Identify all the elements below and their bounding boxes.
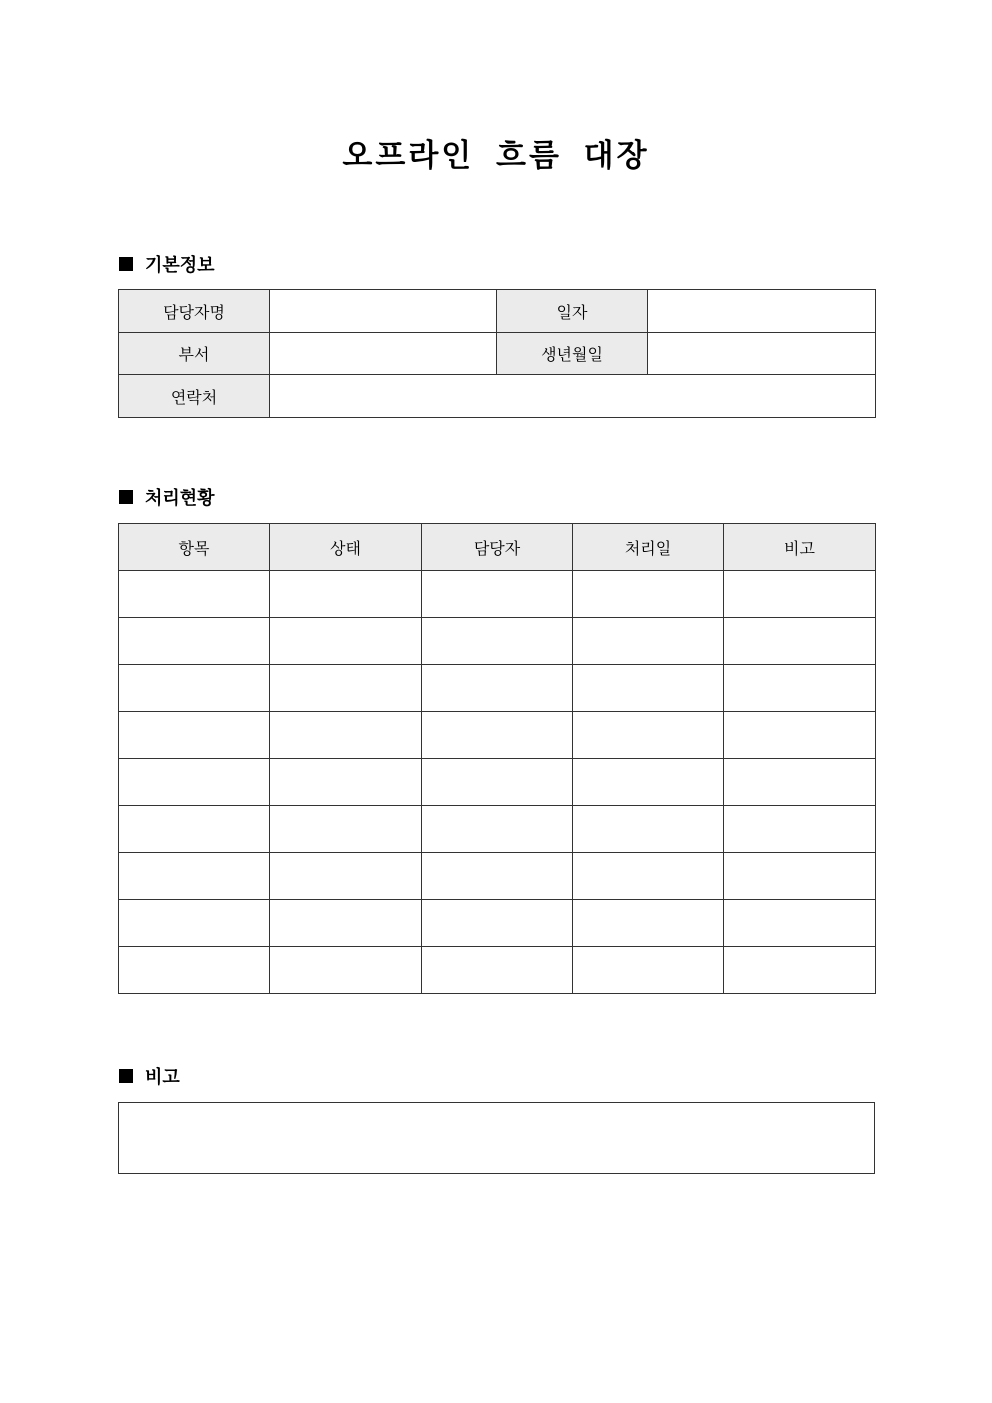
birthdate-label: 생년월일 bbox=[497, 333, 648, 375]
cell-processed-date[interactable] bbox=[573, 618, 724, 665]
cell-item[interactable] bbox=[119, 665, 270, 712]
status-heading bbox=[119, 485, 215, 509]
cell-remarks[interactable] bbox=[724, 900, 876, 947]
table-row bbox=[119, 947, 876, 994]
status-table-body bbox=[119, 571, 876, 994]
basic-info-row bbox=[119, 333, 876, 375]
cell-item[interactable] bbox=[119, 571, 270, 618]
status-header-row bbox=[119, 524, 876, 571]
manager-field[interactable] bbox=[270, 290, 497, 333]
cell-state[interactable] bbox=[270, 947, 422, 994]
cell-assignee[interactable] bbox=[422, 806, 573, 853]
cell-item[interactable] bbox=[119, 806, 270, 853]
cell-assignee[interactable] bbox=[422, 618, 573, 665]
notes-field[interactable] bbox=[118, 1102, 875, 1174]
cell-assignee[interactable] bbox=[422, 947, 573, 994]
table-row bbox=[119, 853, 876, 900]
status-heading-label: 처리현황 bbox=[145, 488, 215, 509]
column-header-state: 상태 bbox=[270, 524, 422, 571]
square-bullet-icon bbox=[119, 257, 133, 271]
square-bullet-icon bbox=[119, 1069, 133, 1083]
cell-remarks[interactable] bbox=[724, 853, 876, 900]
cell-processed-date[interactable] bbox=[573, 665, 724, 712]
column-header-assignee: 담당자 bbox=[422, 524, 573, 571]
table-row bbox=[119, 665, 876, 712]
cell-remarks[interactable] bbox=[724, 712, 876, 759]
department-label: 부서 bbox=[119, 333, 270, 375]
cell-assignee[interactable] bbox=[422, 712, 573, 759]
table-row bbox=[119, 806, 876, 853]
cell-state[interactable] bbox=[270, 853, 422, 900]
basic-info-row bbox=[119, 290, 876, 333]
cell-processed-date[interactable] bbox=[573, 900, 724, 947]
table-row bbox=[119, 571, 876, 618]
cell-assignee[interactable] bbox=[422, 853, 573, 900]
birthdate-field[interactable] bbox=[648, 333, 876, 375]
cell-item[interactable] bbox=[119, 712, 270, 759]
column-header-remarks: 비고 bbox=[724, 524, 876, 571]
cell-assignee[interactable] bbox=[422, 759, 573, 806]
cell-processed-date[interactable] bbox=[573, 759, 724, 806]
notes-heading-label: 비고 bbox=[145, 1067, 180, 1088]
cell-item[interactable] bbox=[119, 853, 270, 900]
status-table bbox=[118, 523, 876, 994]
cell-remarks[interactable] bbox=[724, 759, 876, 806]
cell-assignee[interactable] bbox=[422, 900, 573, 947]
date-label: 일자 bbox=[497, 290, 648, 333]
cell-state[interactable] bbox=[270, 618, 422, 665]
cell-item[interactable] bbox=[119, 618, 270, 665]
cell-remarks[interactable] bbox=[724, 947, 876, 994]
basic-info-heading bbox=[119, 252, 215, 276]
basic-info-heading-label: 기본정보 bbox=[145, 255, 215, 276]
table-row bbox=[119, 900, 876, 947]
cell-processed-date[interactable] bbox=[573, 853, 724, 900]
cell-remarks[interactable] bbox=[724, 571, 876, 618]
cell-state[interactable] bbox=[270, 665, 422, 712]
document-title: 오프라인 흐름 대장 bbox=[342, 138, 650, 174]
basic-info-table bbox=[118, 289, 876, 418]
notes-heading bbox=[119, 1064, 180, 1088]
cell-state[interactable] bbox=[270, 571, 422, 618]
table-row bbox=[119, 618, 876, 665]
department-field[interactable] bbox=[270, 333, 497, 375]
table-row bbox=[119, 759, 876, 806]
cell-assignee[interactable] bbox=[422, 665, 573, 712]
table-row bbox=[119, 712, 876, 759]
cell-remarks[interactable] bbox=[724, 618, 876, 665]
contact-label: 연락처 bbox=[119, 375, 270, 418]
cell-item[interactable] bbox=[119, 900, 270, 947]
cell-assignee[interactable] bbox=[422, 571, 573, 618]
contact-field[interactable] bbox=[270, 375, 876, 418]
column-header-item: 항목 bbox=[119, 524, 270, 571]
cell-item[interactable] bbox=[119, 759, 270, 806]
cell-processed-date[interactable] bbox=[573, 806, 724, 853]
column-header-processed-date: 처리일 bbox=[573, 524, 724, 571]
cell-state[interactable] bbox=[270, 806, 422, 853]
square-bullet-icon bbox=[119, 490, 133, 504]
cell-processed-date[interactable] bbox=[573, 712, 724, 759]
cell-remarks[interactable] bbox=[724, 806, 876, 853]
cell-state[interactable] bbox=[270, 900, 422, 947]
cell-processed-date[interactable] bbox=[573, 571, 724, 618]
manager-label: 담당자명 bbox=[119, 290, 270, 333]
cell-item[interactable] bbox=[119, 947, 270, 994]
cell-remarks[interactable] bbox=[724, 665, 876, 712]
cell-processed-date[interactable] bbox=[573, 947, 724, 994]
cell-state[interactable] bbox=[270, 759, 422, 806]
cell-state[interactable] bbox=[270, 712, 422, 759]
date-field[interactable] bbox=[648, 290, 876, 333]
basic-info-row bbox=[119, 375, 876, 418]
